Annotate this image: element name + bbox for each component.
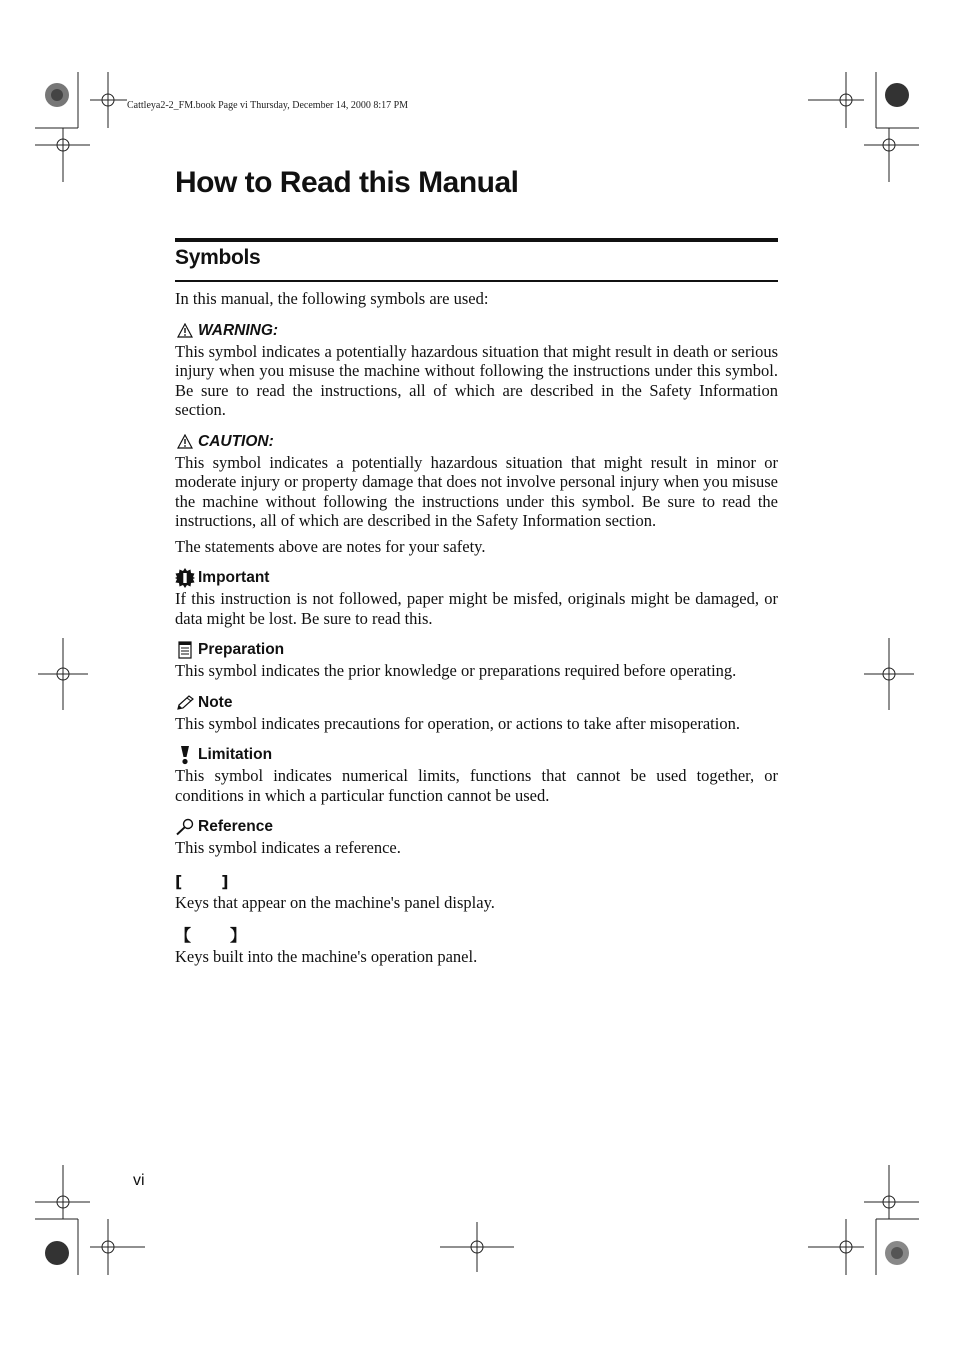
entry-operation-panel-keys bbox=[175, 925, 778, 967]
preparation-notepad-icon bbox=[175, 640, 195, 660]
entry-text: If this instruction is not followed, paper might be misfed, originals might be damaged, or data might be lost. Be sure to read this. bbox=[175, 589, 778, 628]
entry-label: Reference bbox=[198, 818, 273, 836]
reference-magnifier-icon bbox=[175, 817, 195, 837]
page-number: vi bbox=[133, 1172, 145, 1189]
entry-label: Note bbox=[198, 693, 233, 711]
entry-warning bbox=[175, 320, 778, 420]
entry-limitation bbox=[175, 744, 778, 805]
entry-label: WARNING: bbox=[198, 321, 279, 339]
entry-label: CAUTION: bbox=[198, 432, 274, 450]
entry-label: Preparation bbox=[198, 641, 285, 659]
entry-note bbox=[175, 692, 778, 734]
entry-preparation bbox=[175, 639, 778, 681]
entry-caution bbox=[175, 431, 778, 531]
entry-text: This symbol indicates a potentially hazardous situation that might result in death or serious injury when you misuse the machine without following the instructions under this symbol. Be sure to read the instructions, all of which are described in the Safety Information section. bbox=[175, 341, 778, 419]
section-rule-bottom bbox=[175, 280, 778, 282]
warning-triangle-icon bbox=[175, 321, 195, 341]
limitation-exclamation-icon bbox=[175, 745, 195, 765]
page-title: How to Read this Manual bbox=[175, 166, 519, 199]
body-content bbox=[175, 289, 778, 967]
entry-text: This symbol indicates precautions for operation, or actions to take after misoperation. bbox=[175, 713, 740, 733]
square-bracket-symbol: [ ] bbox=[175, 871, 229, 891]
entry-text: This symbol indicates the prior knowledge or preparations required before operating. bbox=[175, 661, 737, 680]
section-rule-top bbox=[175, 238, 778, 242]
important-seal-icon bbox=[175, 568, 195, 588]
lenticular-bracket-symbol: 【 】 bbox=[175, 926, 246, 946]
file-header-meta: Cattleya2-2_FM.book Page vi Thursday, December 14, 2000 8:17 PM bbox=[127, 100, 409, 111]
entry-text: This symbol indicates numerical limits, functions that cannot be used together, or conditions in which a particular function cannot be used. bbox=[175, 766, 778, 805]
entry-reference bbox=[175, 816, 778, 858]
entry-label: Limitation bbox=[198, 746, 273, 764]
entry-panel-display-keys bbox=[175, 871, 778, 913]
safety-note: The statements above are notes for your safety. bbox=[175, 536, 486, 556]
entry-text: This symbol indicates a potentially hazardous situation that might result in minor or moderate injury or property damage that does not involve personal injury when you misuse the machine without following the instructions under this symbol. Be sure to read the instructions, all of which are described in the Safety Information section. bbox=[175, 452, 778, 530]
caution-triangle-icon bbox=[175, 432, 195, 452]
entry-text: Keys built into the machine's operation panel. bbox=[175, 947, 478, 966]
entry-text: This symbol indicates a reference. bbox=[175, 838, 401, 857]
note-pencil-icon bbox=[175, 693, 195, 713]
entry-text: Keys that appear on the machine's panel display. bbox=[175, 892, 495, 912]
intro-text: In this manual, the following symbols are used: bbox=[175, 289, 489, 308]
entry-important bbox=[175, 567, 778, 628]
entry-label: Important bbox=[198, 569, 270, 587]
section-title: Symbols bbox=[175, 246, 261, 269]
